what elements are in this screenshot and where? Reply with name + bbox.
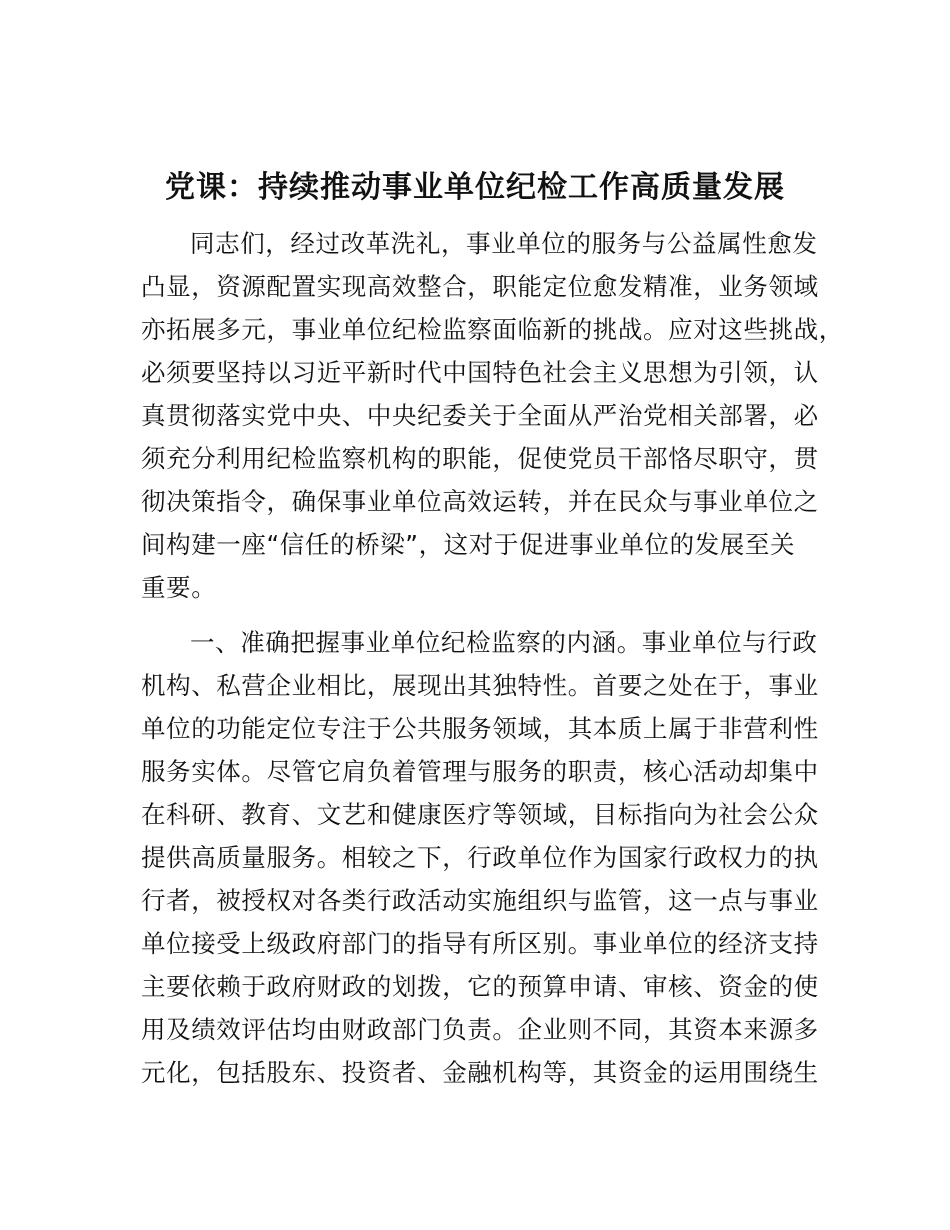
- paragraph-1-line: 须充分利用纪检监察机构的职能，促使党员干部恪尽职守，贯: [141, 444, 819, 473]
- paragraph-2-line: 提供高质量服务。相较之下，行政单位作为国家行政权力的执: [141, 843, 819, 872]
- paragraph-1-line: 必须要坚持以习近平新时代中国特色社会主义思想为引领，认: [141, 358, 819, 387]
- paragraph-2-line: 行者，被授权对各类行政活动实施组织与监管，这一点与事业: [141, 886, 819, 915]
- paragraph-1-line: 间构建一座“信任的桥梁”，这对于促进事业单位的发展至关: [141, 530, 796, 559]
- paragraph-1-line: 彻决策指令，确保事业单位高效运转，并在民众与事业单位之: [141, 487, 819, 516]
- paragraph-2-line: 服务实体。尽管它肩负着管理与服务的职责，核心活动却集中: [141, 757, 819, 786]
- paragraph-2-line: 单位接受上级政府部门的指导有所区别。事业单位的经济支持: [141, 929, 819, 958]
- paragraph-1-line: 同志们，经过改革洗礼，事业单位的服务与公益属性愈发: [190, 229, 818, 258]
- paragraph-1-line: 亦拓展多元，事业单位纪检监察面临新的挑战。应对这些挑战，: [141, 315, 844, 344]
- paragraph-2-line: 在科研、教育、文艺和健康医疗等领域，目标指向为社会公众: [141, 800, 819, 829]
- paragraph-2-line: 单位的功能定位专注于公共服务领域，其本质上属于非营利性: [141, 714, 819, 743]
- paragraph-2-line: 一、准确把握事业单位纪检监察的内涵。事业单位与行政: [190, 628, 818, 657]
- paragraph-2-line: 机构、私营企业相比，展现出其独特性。首要之处在于，事业: [141, 671, 819, 700]
- paragraph-1-line: 重要。: [141, 573, 217, 602]
- paragraph-1-line: 真贯彻落实党中央、中央纪委关于全面从严治党相关部署，必: [141, 401, 819, 430]
- paragraph-2-line: 元化，包括股东、投资者、金融机构等，其资金的运用围绕生: [141, 1058, 819, 1087]
- page-title: 党课：持续推动事业单位纪检工作高质量发展: [165, 170, 785, 205]
- paragraph-1-line: 凸显，资源配置实现高效整合，职能定位愈发精准，业务领域: [141, 272, 819, 301]
- paragraph-2-line: 主要依赖于政府财政的划拨，它的预算申请、审核、资金的使: [141, 972, 819, 1001]
- paragraph-2-line: 用及绩效评估均由财政部门负责。企业则不同，其资本来源多: [141, 1015, 819, 1044]
